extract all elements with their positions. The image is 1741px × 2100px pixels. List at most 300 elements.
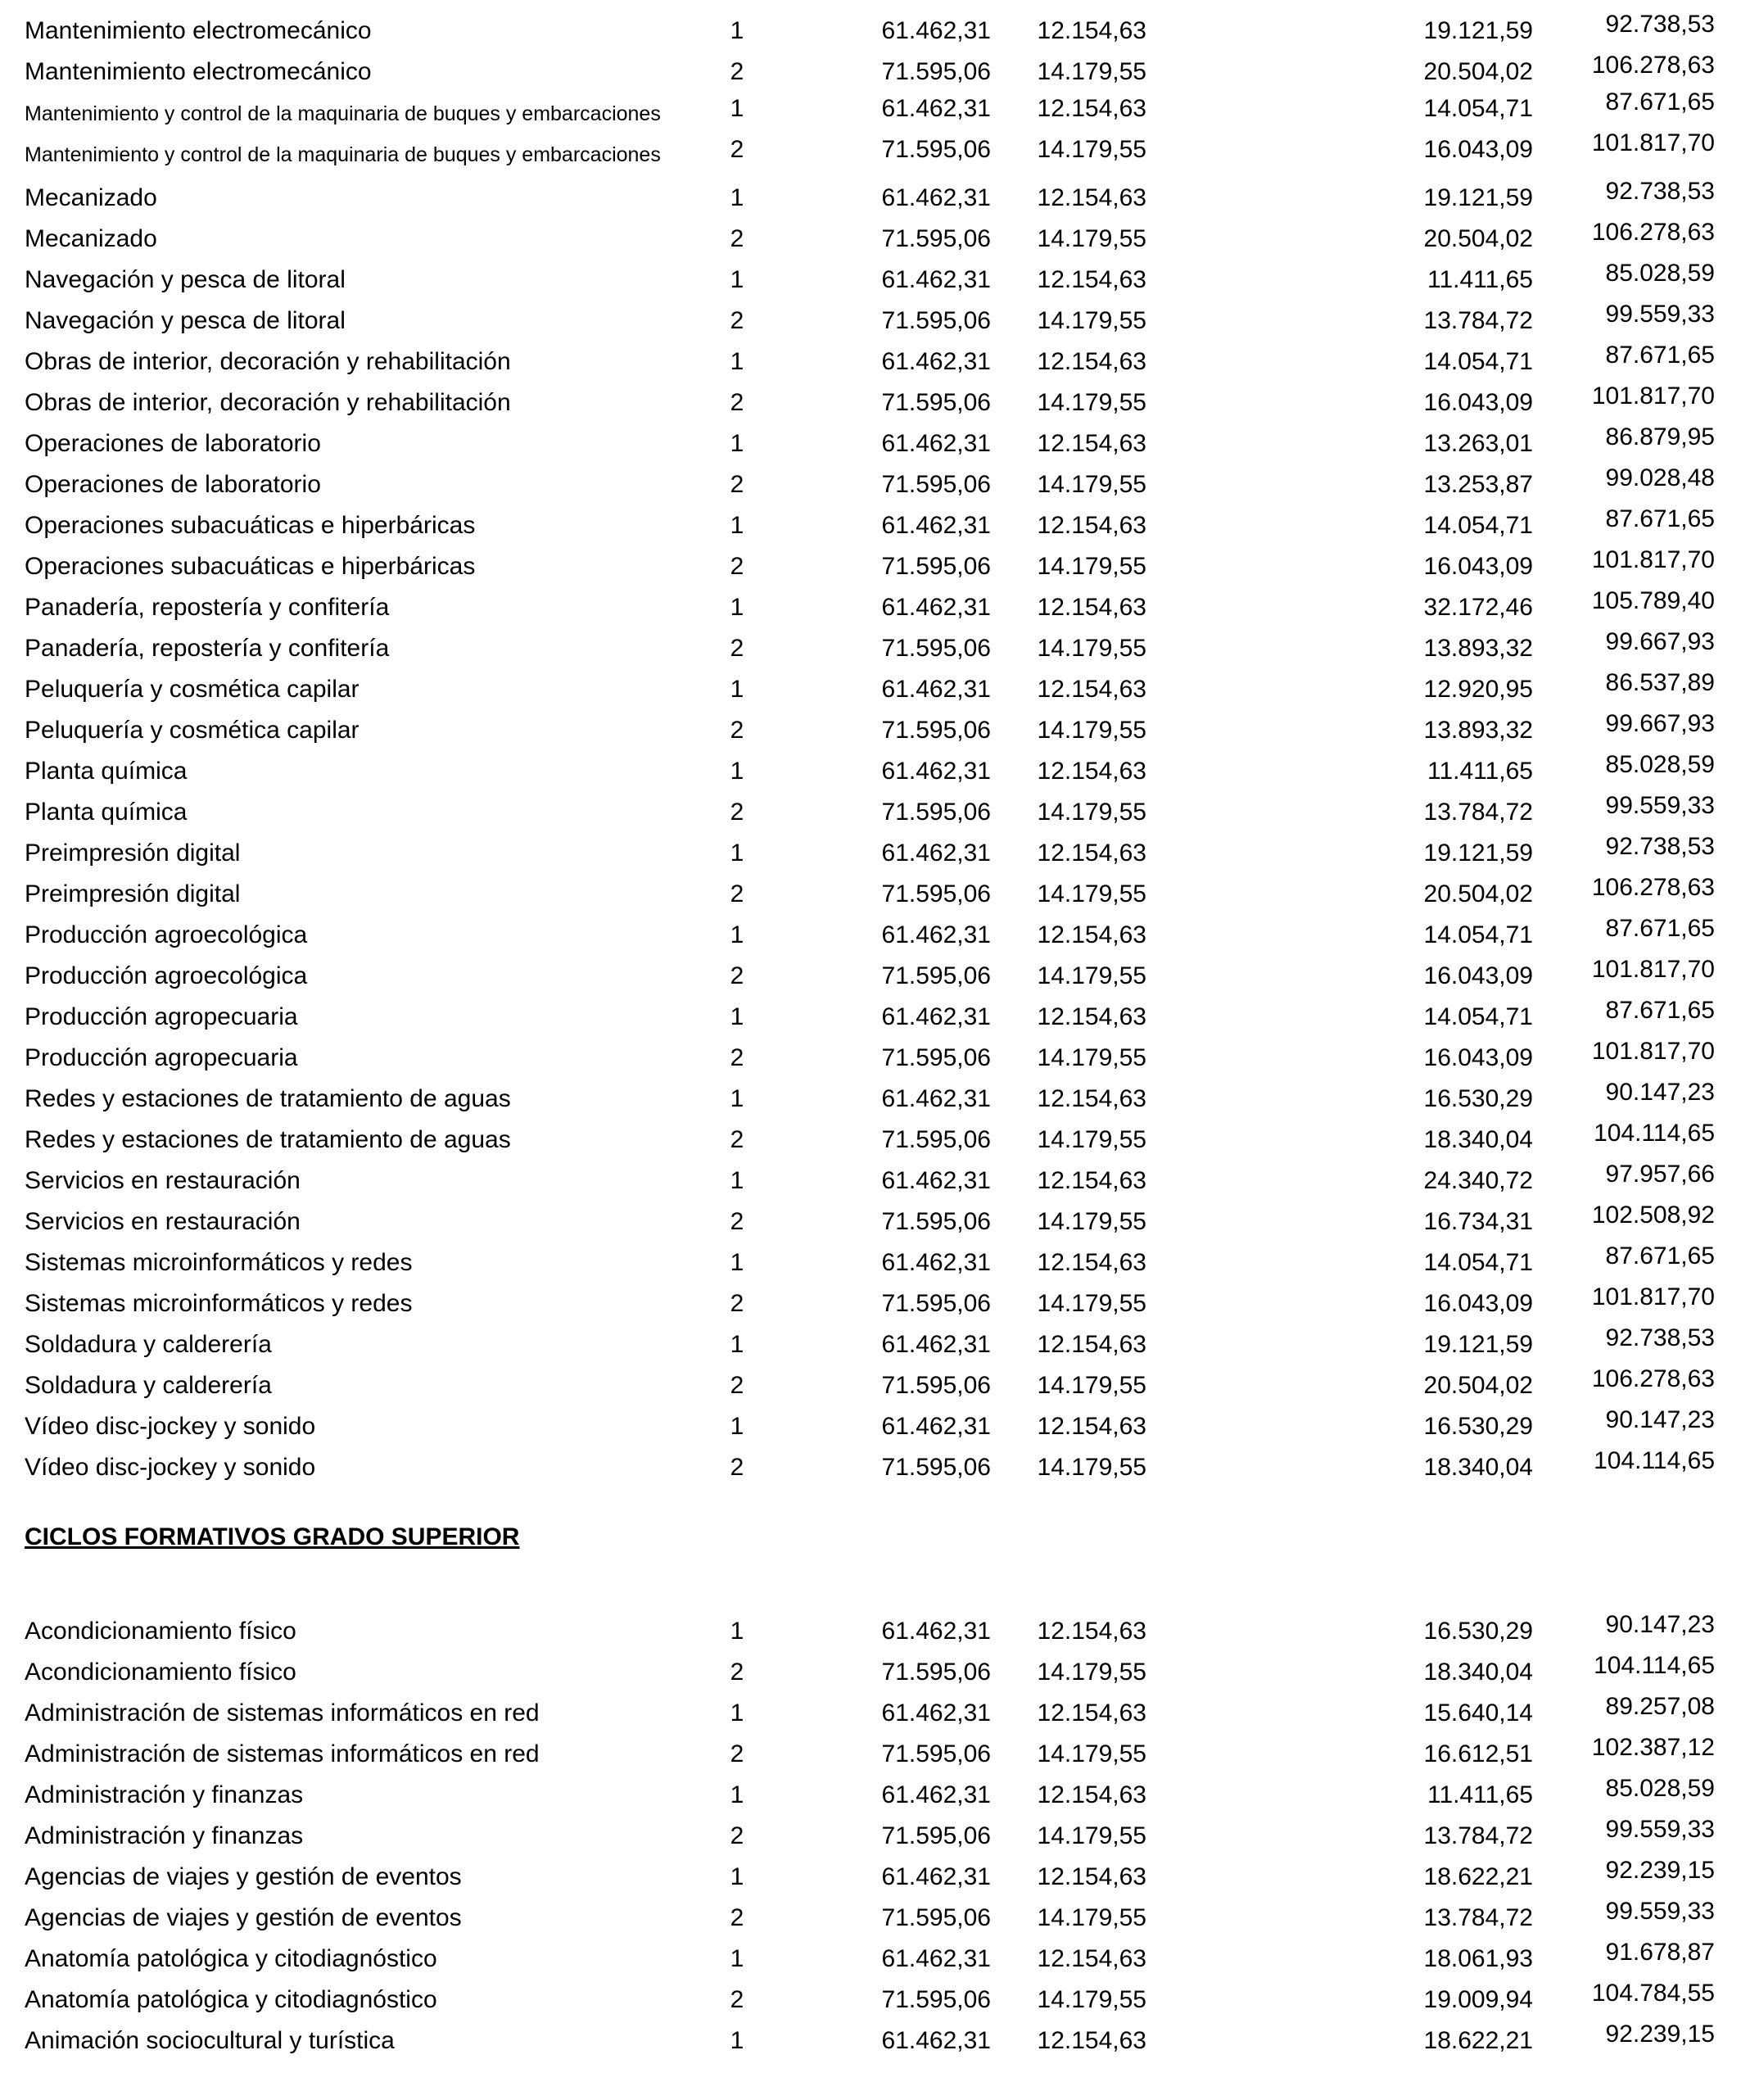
table-row — [0, 1857, 1741, 1894]
amount-total: 99.667,93 — [1605, 710, 1715, 737]
amount-salaries: 61.462,31 — [881, 2027, 991, 2054]
course-number: 1 — [730, 1863, 744, 1890]
amount-total: 87.671,65 — [1605, 505, 1715, 532]
amount-salaries: 71.595,06 — [881, 471, 991, 498]
amount-other-expenses: 20.504,02 — [1423, 880, 1533, 907]
amount-total: 101.817,70 — [1591, 956, 1715, 983]
amount-total: 106.278,63 — [1591, 219, 1715, 246]
amount-salaries: 71.595,06 — [881, 1904, 991, 1931]
amount-total: 105.789,40 — [1591, 587, 1715, 614]
table-row — [0, 1939, 1741, 1976]
table-row — [0, 710, 1741, 747]
amount-salaries: 71.595,06 — [881, 1659, 991, 1686]
table-row — [0, 587, 1741, 624]
amount-other-staff: 12.154,63 — [1037, 1945, 1146, 1972]
amount-other-staff: 14.179,55 — [1037, 58, 1146, 85]
course-number: 2 — [730, 136, 744, 163]
cycle-name: Operaciones de laboratorio — [25, 471, 321, 498]
amount-other-staff: 12.154,63 — [1037, 1863, 1146, 1890]
amount-salaries: 61.462,31 — [881, 512, 991, 539]
table-row — [0, 464, 1741, 501]
amount-total: 90.147,23 — [1605, 1406, 1715, 1433]
course-number: 2 — [730, 799, 744, 826]
amount-total: 104.784,55 — [1591, 1980, 1715, 2007]
cycle-name: Obras de interior, decoración y rehabilitación — [25, 389, 511, 416]
course-number: 1 — [730, 1003, 744, 1030]
amount-other-expenses: 20.504,02 — [1423, 225, 1533, 252]
amount-other-expenses: 14.054,71 — [1423, 95, 1533, 122]
course-number: 2 — [730, 389, 744, 416]
amount-total: 104.114,65 — [1594, 1652, 1715, 1679]
amount-salaries: 61.462,31 — [881, 184, 991, 211]
cycle-name: Agencias de viajes y gestión de eventos — [25, 1863, 462, 1890]
amount-other-staff: 12.154,63 — [1037, 184, 1146, 211]
amount-other-expenses: 19.121,59 — [1423, 184, 1533, 211]
amount-other-staff: 12.154,63 — [1037, 840, 1146, 867]
amount-total: 102.387,12 — [1591, 1734, 1715, 1761]
amount-other-staff: 14.179,55 — [1037, 962, 1146, 989]
amount-other-expenses: 18.340,04 — [1423, 1454, 1533, 1481]
amount-other-staff: 14.179,55 — [1037, 799, 1146, 826]
cycle-name: Operaciones de laboratorio — [25, 430, 321, 457]
table-row — [0, 505, 1741, 542]
table-row — [0, 1734, 1741, 1771]
amount-other-staff: 14.179,55 — [1037, 1822, 1146, 1849]
course-number: 1 — [730, 1249, 744, 1276]
course-number: 1 — [730, 184, 744, 211]
amount-other-staff: 14.179,55 — [1037, 880, 1146, 907]
table-row — [0, 1775, 1741, 1812]
amount-total: 101.817,70 — [1591, 382, 1715, 410]
table-row — [0, 792, 1741, 829]
course-number: 2 — [730, 1044, 744, 1071]
course-number: 2 — [730, 225, 744, 252]
course-number: 2 — [730, 471, 744, 498]
cycle-name: Mecanizado — [25, 184, 157, 211]
cycle-name: Anatomía patológica y citodiagnóstico — [25, 1986, 437, 2013]
table-row — [0, 669, 1741, 706]
table-row — [0, 546, 1741, 583]
cycle-name: Navegación y pesca de litoral — [25, 307, 346, 334]
course-number: 2 — [730, 880, 744, 907]
course-number: 2 — [730, 1740, 744, 1767]
amount-other-expenses: 13.784,72 — [1423, 1904, 1533, 1931]
amount-total: 104.114,65 — [1594, 1120, 1715, 1147]
amount-other-expenses: 11.411,65 — [1427, 266, 1533, 293]
amount-salaries: 61.462,31 — [881, 1003, 991, 1030]
table-row — [0, 628, 1741, 665]
amount-other-expenses: 16.612,51 — [1423, 1740, 1533, 1767]
course-number: 2 — [730, 1126, 744, 1153]
cycle-name: Mantenimiento electromecánico — [25, 58, 372, 85]
cycle-name: Administración y finanzas — [25, 1822, 304, 1849]
section-heading: CICLOS FORMATIVOS GRADO SUPERIOR — [25, 1523, 520, 1550]
amount-other-expenses: 19.121,59 — [1423, 17, 1533, 44]
table-row — [0, 1816, 1741, 1853]
cycle-name: Producción agropecuaria — [25, 1003, 298, 1030]
amount-total: 101.817,70 — [1591, 129, 1715, 156]
amount-other-expenses: 14.054,71 — [1423, 512, 1533, 539]
amount-total: 99.667,93 — [1605, 628, 1715, 655]
amount-other-staff: 14.179,55 — [1037, 1044, 1146, 1071]
course-number: 1 — [730, 921, 744, 948]
amount-salaries: 61.462,31 — [881, 1331, 991, 1358]
amount-other-expenses: 19.121,59 — [1423, 840, 1533, 867]
table-row — [0, 219, 1741, 256]
amount-total: 99.559,33 — [1605, 301, 1715, 328]
table-row — [0, 751, 1741, 788]
table-row — [0, 88, 1741, 125]
cycle-name: Preimpresión digital — [25, 840, 241, 867]
cycle-name: Agencias de viajes y gestión de eventos — [25, 1904, 462, 1931]
amount-salaries: 71.595,06 — [881, 1126, 991, 1153]
table-row — [0, 1161, 1741, 1197]
amount-other-staff: 14.179,55 — [1037, 1986, 1146, 2013]
cycle-name: Servicios en restauración — [25, 1167, 301, 1194]
amount-other-expenses: 18.622,21 — [1423, 1863, 1533, 1890]
amount-salaries: 71.595,06 — [881, 136, 991, 163]
amount-total: 101.817,70 — [1591, 1283, 1715, 1310]
amount-other-expenses: 24.340,72 — [1423, 1167, 1533, 1194]
table-row — [0, 342, 1741, 378]
amount-other-staff: 14.179,55 — [1037, 136, 1146, 163]
table-row — [0, 260, 1741, 296]
course-number: 2 — [730, 1822, 744, 1849]
amount-other-expenses: 20.504,02 — [1423, 1372, 1533, 1399]
amount-other-expenses: 11.411,65 — [1427, 758, 1533, 785]
amount-other-staff: 14.179,55 — [1037, 1126, 1146, 1153]
amount-other-staff: 14.179,55 — [1037, 1659, 1146, 1686]
amount-other-staff: 14.179,55 — [1037, 307, 1146, 334]
amount-total: 87.671,65 — [1605, 88, 1715, 115]
course-number: 1 — [730, 1413, 744, 1440]
amount-other-staff: 14.179,55 — [1037, 1372, 1146, 1399]
cycle-name: Panadería, repostería y confitería — [25, 594, 390, 621]
amount-other-expenses: 13.784,72 — [1423, 307, 1533, 334]
amount-salaries: 71.595,06 — [881, 1454, 991, 1481]
course-number: 1 — [730, 1167, 744, 1194]
amount-other-expenses: 16.043,09 — [1423, 136, 1533, 163]
amount-other-staff: 14.179,55 — [1037, 471, 1146, 498]
cycle-name: Mantenimiento electromecánico — [25, 17, 372, 44]
amount-other-staff: 12.154,63 — [1037, 676, 1146, 703]
course-number: 1 — [730, 1945, 744, 1972]
amount-other-expenses: 20.504,02 — [1423, 58, 1533, 85]
table-row — [0, 1611, 1741, 1648]
amount-total: 87.671,65 — [1605, 915, 1715, 942]
amount-salaries: 71.595,06 — [881, 1208, 991, 1235]
amount-other-staff: 14.179,55 — [1037, 1454, 1146, 1481]
cycle-name: Planta química — [25, 799, 188, 826]
table-row — [0, 2021, 1741, 2057]
amount-salaries: 71.595,06 — [881, 225, 991, 252]
course-number: 2 — [730, 1454, 744, 1481]
amount-other-staff: 14.179,55 — [1037, 553, 1146, 580]
cycle-name: Producción agropecuaria — [25, 1044, 298, 1071]
cycle-name: Anatomía patológica y citodiagnóstico — [25, 1945, 437, 1972]
cycle-name: Planta química — [25, 758, 188, 785]
amount-total: 102.508,92 — [1591, 1202, 1715, 1229]
amount-total: 99.028,48 — [1605, 464, 1715, 491]
cycle-name: Operaciones subacuáticas e hiperbáricas — [25, 553, 476, 580]
cycle-name: Vídeo disc-jockey y sonido — [25, 1413, 316, 1440]
amount-other-staff: 12.154,63 — [1037, 1249, 1146, 1276]
amount-other-expenses: 18.061,93 — [1423, 1945, 1533, 1972]
table-row — [0, 1202, 1741, 1238]
cycle-name: Preimpresión digital — [25, 880, 241, 907]
amount-total: 89.257,08 — [1605, 1693, 1715, 1720]
cycle-name: Sistemas microinformáticos y redes — [25, 1249, 413, 1276]
amount-salaries: 71.595,06 — [881, 58, 991, 85]
course-number: 1 — [730, 1699, 744, 1727]
table-row — [0, 833, 1741, 870]
amount-total: 106.278,63 — [1591, 52, 1715, 79]
cycle-name: Panadería, repostería y confitería — [25, 635, 390, 662]
amount-other-staff: 12.154,63 — [1037, 1167, 1146, 1194]
amount-total: 101.817,70 — [1591, 546, 1715, 573]
amount-total: 97.957,66 — [1605, 1161, 1715, 1188]
amount-other-expenses: 16.530,29 — [1423, 1618, 1533, 1645]
course-number: 1 — [730, 1331, 744, 1358]
amount-salaries: 61.462,31 — [881, 840, 991, 867]
amount-other-staff: 14.179,55 — [1037, 717, 1146, 744]
amount-total: 99.559,33 — [1605, 792, 1715, 819]
course-number: 1 — [730, 840, 744, 867]
amount-other-staff: 12.154,63 — [1037, 430, 1146, 457]
amount-salaries: 71.595,06 — [881, 389, 991, 416]
table-row — [0, 915, 1741, 952]
cycle-name: Mecanizado — [25, 225, 157, 252]
table-row — [0, 956, 1741, 993]
amount-other-staff: 12.154,63 — [1037, 1003, 1146, 1030]
cycle-name: Acondicionamiento físico — [25, 1618, 296, 1645]
amount-salaries: 71.595,06 — [881, 880, 991, 907]
cycle-name: Producción agroecológica — [25, 962, 308, 989]
amount-salaries: 61.462,31 — [881, 95, 991, 122]
table-row — [0, 52, 1741, 88]
cycle-name: Administración de sistemas informáticos en red — [25, 1699, 540, 1727]
cycle-name: Vídeo disc-jockey y sonido — [25, 1454, 316, 1481]
course-number: 1 — [730, 2027, 744, 2054]
amount-other-expenses: 18.340,04 — [1423, 1659, 1533, 1686]
cycle-name: Producción agroecológica — [25, 921, 308, 948]
course-number: 2 — [730, 1290, 744, 1317]
table-row — [0, 1693, 1741, 1730]
table-row — [0, 178, 1741, 215]
table-row — [0, 1447, 1741, 1484]
course-number: 1 — [730, 430, 744, 457]
amount-other-expenses: 16.043,09 — [1423, 962, 1533, 989]
amount-salaries: 71.595,06 — [881, 635, 991, 662]
amount-other-staff: 12.154,63 — [1037, 1781, 1146, 1808]
table-row — [0, 1652, 1741, 1689]
amount-salaries: 71.595,06 — [881, 1290, 991, 1317]
course-number: 1 — [730, 17, 744, 44]
amount-salaries: 71.595,06 — [881, 1372, 991, 1399]
table-row — [0, 1406, 1741, 1443]
course-number: 2 — [730, 58, 744, 85]
table-row — [0, 1120, 1741, 1156]
amount-salaries: 61.462,31 — [881, 1085, 991, 1112]
cycle-name: Redes y estaciones de tratamiento de aguas — [25, 1085, 511, 1112]
amount-other-expenses: 19.009,94 — [1423, 1986, 1533, 2013]
amount-salaries: 61.462,31 — [881, 1167, 991, 1194]
amount-salaries: 71.595,06 — [881, 553, 991, 580]
amount-total: 87.671,65 — [1605, 997, 1715, 1024]
amount-other-expenses: 13.784,72 — [1423, 1822, 1533, 1849]
amount-other-staff: 12.154,63 — [1037, 266, 1146, 293]
amount-total: 92.239,15 — [1605, 2021, 1715, 2048]
amount-other-expenses: 13.253,87 — [1423, 471, 1533, 498]
amount-total: 92.738,53 — [1605, 1324, 1715, 1351]
amount-other-staff: 14.179,55 — [1037, 225, 1146, 252]
course-number: 1 — [730, 512, 744, 539]
course-number: 1 — [730, 348, 744, 375]
amount-other-staff: 12.154,63 — [1037, 594, 1146, 621]
amount-other-expenses: 16.043,09 — [1423, 1290, 1533, 1317]
cycle-name: Soldadura y calderería — [25, 1331, 272, 1358]
course-number: 2 — [730, 1986, 744, 2013]
course-number: 1 — [730, 95, 744, 122]
course-number: 2 — [730, 635, 744, 662]
table-row — [0, 1365, 1741, 1402]
course-number: 1 — [730, 594, 744, 621]
amount-other-expenses: 14.054,71 — [1423, 1249, 1533, 1276]
amount-other-staff: 12.154,63 — [1037, 95, 1146, 122]
amount-total: 104.114,65 — [1594, 1447, 1715, 1474]
course-number: 2 — [730, 1904, 744, 1931]
amount-salaries: 71.595,06 — [881, 307, 991, 334]
amount-total: 91.678,87 — [1605, 1939, 1715, 1966]
amount-salaries: 61.462,31 — [881, 1781, 991, 1808]
amount-other-expenses: 13.893,32 — [1423, 635, 1533, 662]
amount-total: 87.671,65 — [1605, 1242, 1715, 1270]
amount-salaries: 61.462,31 — [881, 676, 991, 703]
course-number: 2 — [730, 307, 744, 334]
amount-other-expenses: 19.121,59 — [1423, 1331, 1533, 1358]
course-number: 2 — [730, 1372, 744, 1399]
course-number: 1 — [730, 266, 744, 293]
amount-other-expenses: 14.054,71 — [1423, 921, 1533, 948]
amount-total: 106.278,63 — [1591, 874, 1715, 901]
amount-total: 85.028,59 — [1605, 260, 1715, 287]
course-number: 2 — [730, 1208, 744, 1235]
amount-salaries: 61.462,31 — [881, 348, 991, 375]
table-row — [0, 1898, 1741, 1935]
amount-other-staff: 12.154,63 — [1037, 1618, 1146, 1645]
amount-other-expenses: 18.340,04 — [1423, 1126, 1533, 1153]
course-number: 2 — [730, 962, 744, 989]
cycle-name: Peluquería y cosmética capilar — [25, 717, 360, 744]
amount-other-staff: 12.154,63 — [1037, 1413, 1146, 1440]
amount-salaries: 61.462,31 — [881, 1413, 991, 1440]
amount-other-expenses: 12.920,95 — [1423, 676, 1533, 703]
amount-other-expenses: 13.263,01 — [1423, 430, 1533, 457]
amount-salaries: 71.595,06 — [881, 962, 991, 989]
amount-other-expenses: 16.043,09 — [1423, 1044, 1533, 1071]
amount-other-staff: 14.179,55 — [1037, 1904, 1146, 1931]
cycle-name: Obras de interior, decoración y rehabilitación — [25, 348, 511, 375]
amount-other-staff: 14.179,55 — [1037, 1208, 1146, 1235]
table-row — [0, 1242, 1741, 1279]
amount-other-staff: 12.154,63 — [1037, 921, 1146, 948]
amount-total: 90.147,23 — [1605, 1079, 1715, 1106]
table-row — [0, 1324, 1741, 1361]
course-number: 1 — [730, 1618, 744, 1645]
amount-salaries: 71.595,06 — [881, 717, 991, 744]
table-row — [0, 997, 1741, 1034]
amount-salaries: 61.462,31 — [881, 1249, 991, 1276]
amount-other-staff: 12.154,63 — [1037, 1699, 1146, 1727]
amount-salaries: 61.462,31 — [881, 1863, 991, 1890]
course-number: 2 — [730, 717, 744, 744]
amount-total: 85.028,59 — [1605, 751, 1715, 778]
amount-total: 92.738,53 — [1605, 11, 1715, 38]
amount-salaries: 61.462,31 — [881, 921, 991, 948]
amount-salaries: 61.462,31 — [881, 758, 991, 785]
cycle-name: Acondicionamiento físico — [25, 1659, 296, 1686]
amount-other-staff: 14.179,55 — [1037, 389, 1146, 416]
cycle-name: Servicios en restauración — [25, 1208, 301, 1235]
cycle-name: Administración de sistemas informáticos en red — [25, 1740, 540, 1767]
amount-other-expenses: 15.640,14 — [1423, 1699, 1533, 1727]
amount-other-expenses: 13.893,32 — [1423, 717, 1533, 744]
amount-salaries: 71.595,06 — [881, 1740, 991, 1767]
amount-total: 101.817,70 — [1591, 1038, 1715, 1065]
amount-total: 106.278,63 — [1591, 1365, 1715, 1392]
amount-salaries: 61.462,31 — [881, 1945, 991, 1972]
cycle-name: Peluquería y cosmética capilar — [25, 676, 360, 703]
amount-other-expenses: 16.530,29 — [1423, 1413, 1533, 1440]
amount-other-staff: 12.154,63 — [1037, 758, 1146, 785]
amount-total: 92.738,53 — [1605, 833, 1715, 860]
table-row — [0, 129, 1741, 166]
cycle-name: Sistemas microinformáticos y redes — [25, 1290, 413, 1317]
amount-other-staff: 14.179,55 — [1037, 1740, 1146, 1767]
amount-total: 92.738,53 — [1605, 178, 1715, 205]
amount-other-expenses: 16.734,31 — [1423, 1208, 1533, 1235]
amount-other-staff: 14.179,55 — [1037, 635, 1146, 662]
table-row — [0, 874, 1741, 911]
amount-total: 99.559,33 — [1605, 1816, 1715, 1843]
amount-other-expenses: 32.172,46 — [1423, 594, 1533, 621]
amount-salaries: 61.462,31 — [881, 266, 991, 293]
amount-other-staff: 12.154,63 — [1037, 512, 1146, 539]
course-number: 1 — [730, 1085, 744, 1112]
amount-other-expenses: 16.043,09 — [1423, 389, 1533, 416]
cycle-name: Animación sociocultural y turística — [25, 2027, 395, 2054]
cycle-name: Soldadura y calderería — [25, 1372, 272, 1399]
amount-other-staff: 12.154,63 — [1037, 1085, 1146, 1112]
table-row — [0, 1079, 1741, 1116]
amount-other-staff: 12.154,63 — [1037, 1331, 1146, 1358]
amount-other-staff: 12.154,63 — [1037, 2027, 1146, 2054]
table-row — [0, 11, 1741, 48]
amount-salaries: 61.462,31 — [881, 17, 991, 44]
amount-other-expenses: 18.622,21 — [1423, 2027, 1533, 2054]
amount-salaries: 71.595,06 — [881, 799, 991, 826]
amount-total: 86.537,89 — [1605, 669, 1715, 696]
amount-salaries: 71.595,06 — [881, 1822, 991, 1849]
amount-other-expenses: 14.054,71 — [1423, 1003, 1533, 1030]
amount-other-expenses: 16.530,29 — [1423, 1085, 1533, 1112]
amount-total: 85.028,59 — [1605, 1775, 1715, 1802]
cycle-name: Administración y finanzas — [25, 1781, 304, 1808]
cycle-name: Mantenimiento y control de la maquinaria de buques y embarcaciones — [25, 143, 661, 166]
cycle-name: Redes y estaciones de tratamiento de aguas — [25, 1126, 511, 1153]
amount-salaries: 71.595,06 — [881, 1044, 991, 1071]
cycle-name: Navegación y pesca de litoral — [25, 266, 346, 293]
